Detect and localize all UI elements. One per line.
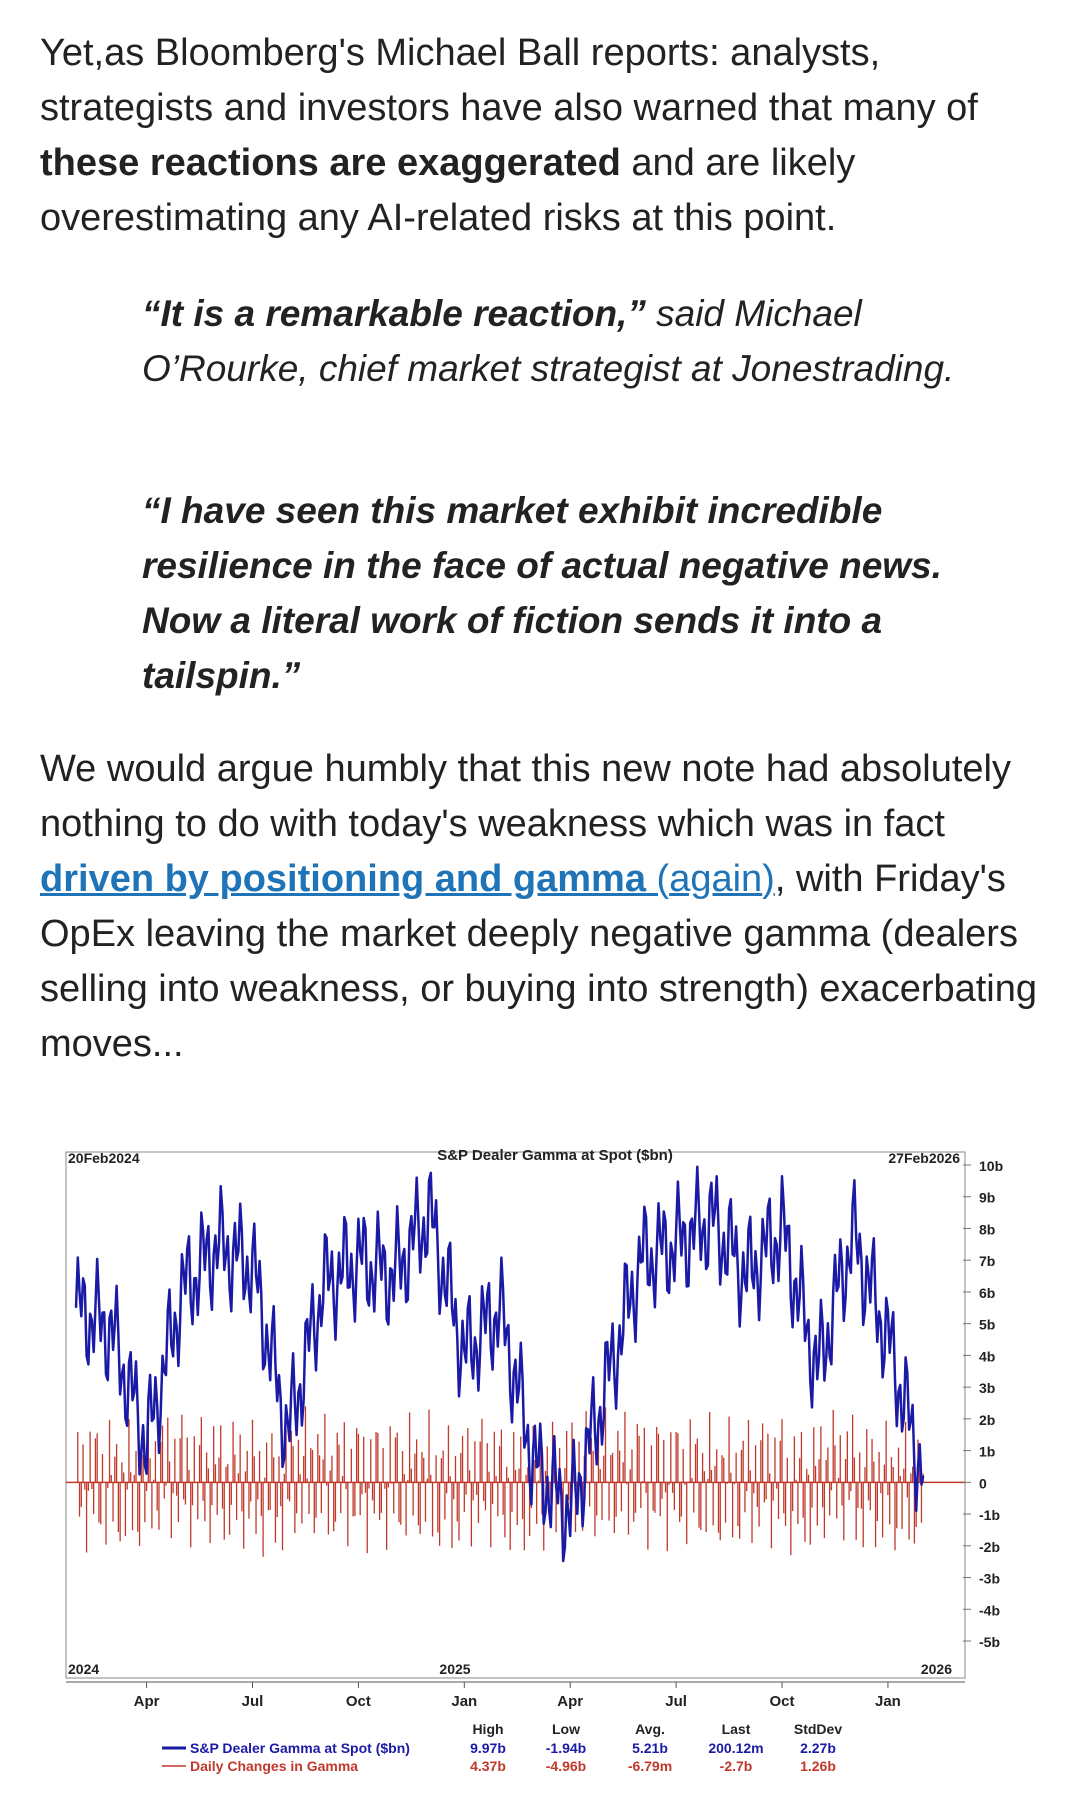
y-axis bbox=[963, 1158, 1003, 1650]
stats-value: 2.27b bbox=[800, 1740, 836, 1756]
y-tick-label: 2b bbox=[979, 1411, 996, 1428]
quote1-bold: “It is a remarkable reaction,” bbox=[142, 293, 646, 334]
x-tick-label: Oct bbox=[345, 1693, 371, 1710]
blockquote-2 bbox=[142, 483, 1022, 703]
stats-value: 1.26b bbox=[800, 1758, 836, 1774]
y-tick-label: -3b bbox=[979, 1570, 1000, 1587]
year-label: 2025 bbox=[439, 1661, 471, 1677]
quote2-text: “I have seen this market exhibit incredible resilience in the face of actual negative news. Now a literal work of fiction sends it into a tailspin.” bbox=[142, 490, 942, 696]
y-tick-label: -2b bbox=[979, 1538, 1000, 1555]
stats-header: Low bbox=[552, 1721, 580, 1737]
y-tick-label: -4b bbox=[979, 1602, 1000, 1619]
positioning-gamma-link[interactable]: driven by positioning and gamma bbox=[40, 858, 657, 900]
chart-start-label: 20Feb2024 bbox=[68, 1150, 140, 1166]
daily-changes-series bbox=[66, 1406, 965, 1556]
quote1-attribution: said Michael O’Rourke, chief market strategist at Jonestrading. bbox=[142, 293, 955, 389]
dealer-gamma-series-line bbox=[76, 1167, 923, 1561]
y-tick-label: 5b bbox=[979, 1316, 996, 1333]
gamma-chart bbox=[0, 1130, 1079, 1818]
stats-header: High bbox=[472, 1721, 504, 1737]
x-tick-label: Jan bbox=[874, 1693, 901, 1710]
again-link-open: ( bbox=[656, 858, 670, 900]
stats-header: Avg. bbox=[635, 1721, 665, 1737]
legend-series-name: Daily Changes in Gamma bbox=[190, 1758, 359, 1774]
y-tick-label: 8b bbox=[979, 1221, 996, 1238]
argument-text-end: , with Friday's OpEx leaving the market deeply negative gamma (dealers selling into weakness, or buying into strength) exacerbating moves... bbox=[40, 858, 1038, 1065]
x-tick-label: Apr bbox=[557, 1693, 584, 1710]
stats-value: 9.97b bbox=[470, 1740, 506, 1756]
again-link[interactable]: again bbox=[669, 858, 763, 900]
chart-legend bbox=[162, 1721, 842, 1774]
stats-value: -4.96b bbox=[545, 1758, 587, 1774]
month-labels bbox=[134, 1682, 901, 1710]
x-tick-label: Apr bbox=[133, 1693, 160, 1710]
y-tick-label: 10b bbox=[979, 1158, 1004, 1174]
stats-value: 5.21b bbox=[632, 1740, 668, 1756]
argument-text: We would argue humbly that this new note had absolutely nothing to do with today's weakness which was in fact bbox=[40, 748, 1012, 845]
blockquote-1 bbox=[142, 286, 1022, 396]
stats-header: Last bbox=[721, 1721, 751, 1737]
stats-value: -2.7b bbox=[719, 1758, 753, 1774]
x-tick-label: Oct bbox=[769, 1693, 795, 1710]
stats-header: StdDev bbox=[793, 1721, 843, 1737]
y-tick-label: -1b bbox=[979, 1507, 1000, 1524]
year-labels bbox=[68, 1661, 952, 1677]
legend-series-name: S&P Dealer Gamma at Spot ($bn) bbox=[190, 1740, 410, 1756]
x-tick-label: Jan bbox=[451, 1693, 478, 1710]
year-label: 2026 bbox=[920, 1661, 952, 1677]
chart-title: S&P Dealer Gamma at Spot ($bn) bbox=[437, 1147, 673, 1164]
x-tick-label: Jul bbox=[665, 1693, 687, 1710]
again-link-close: ) bbox=[762, 858, 775, 900]
y-tick-label: 0 bbox=[979, 1475, 987, 1492]
paragraph-argument bbox=[40, 742, 1050, 1072]
intro-text: Yet,as Bloomberg's Michael Ball reports: analysts, strategists and investors have also warned that many of bbox=[40, 32, 978, 129]
x-tick-label: Jul bbox=[241, 1693, 264, 1710]
stats-value: -1.94b bbox=[545, 1740, 587, 1756]
y-tick-label: 3b bbox=[979, 1380, 996, 1397]
y-tick-label: 7b bbox=[979, 1253, 996, 1270]
stats-value: 200.12m bbox=[708, 1740, 764, 1756]
year-label: 2024 bbox=[68, 1661, 100, 1677]
stats-value: 4.37b bbox=[470, 1758, 506, 1774]
y-tick-label: 1b bbox=[979, 1443, 996, 1460]
intro-bold-text: these reactions are exaggerated bbox=[40, 142, 621, 184]
chart-end-label: 27Feb2026 bbox=[888, 1150, 960, 1166]
paragraph-intro bbox=[40, 26, 1050, 246]
y-tick-label: 6b bbox=[979, 1284, 996, 1301]
stats-value: -6.79m bbox=[627, 1758, 673, 1774]
y-tick-label: 4b bbox=[979, 1348, 996, 1365]
y-tick-label: -5b bbox=[979, 1634, 1000, 1650]
y-tick-label: 9b bbox=[979, 1189, 996, 1206]
intro-text-end: and are likely overestimating any AI-related risks at this point. bbox=[40, 142, 856, 239]
